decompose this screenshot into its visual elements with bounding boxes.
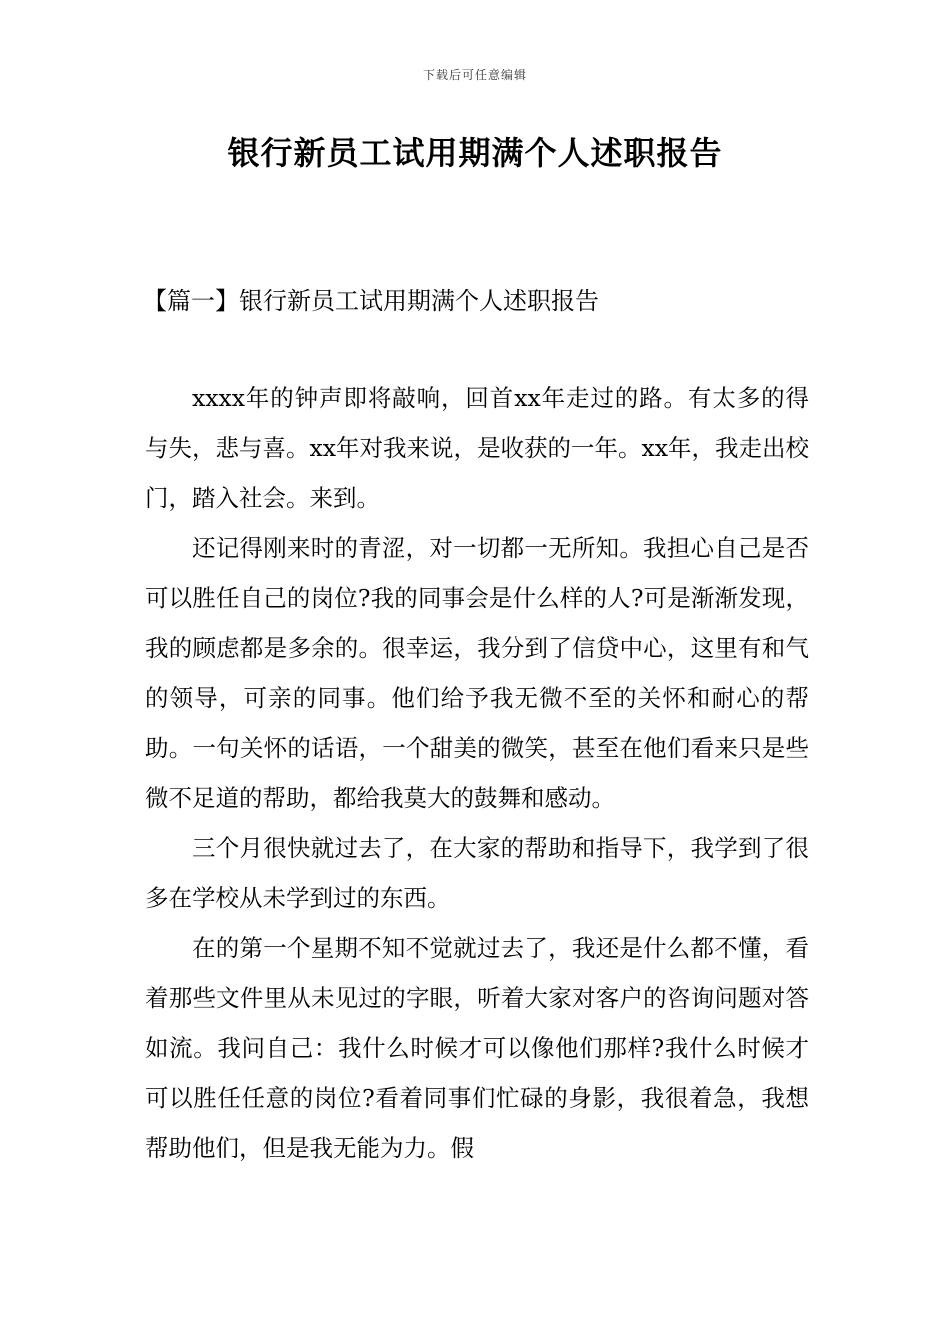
paragraph: 三个月很快就过去了，在大家的帮助和指导下，我学到了很多在学校从未学到过的东西。 (145, 834, 809, 912)
document-title: 银行新员工试用期满个人述职报告 (227, 134, 723, 172)
header-note: 下载后可任意编辑 (422, 68, 527, 82)
paragraph: 在的第一个星期不知不觉就过去了，我还是什么都不懂，看着那些文件里从未见过的字眼，听着大家对客户的咨询问题对答如流。我问自己：我什么时候才可以像他们那样?我什么时候才可以胜任任意的岗位?看着同事们忙碌的身影，我很着急，我想帮助他们，但是我无能为力。假 (145, 934, 809, 1162)
paragraph: 还记得刚来时的青涩，对一切都一无所知。我担心自己是否可以胜任自己的岗位?我的同事会是什么样的人?可是渐渐发现，我的顾虑都是多余的。很幸运，我分到了信贷中心，这里有和气的领导，可亲的同事。他们给予我无微不至的关怀和耐心的帮助。一句关怀的话语，一个甜美的微笑，甚至在他们看来只是些微不足道的帮助，都给我莫大的鼓舞和感动。 (145, 534, 809, 812)
body-text (145, 373, 809, 1173)
section-heading: 【篇一】银行新员工试用期满个人述职报告 (143, 287, 599, 315)
paragraph: xxxx年的钟声即将敲响，回首xx年走过的路。有太多的得与失，悲与喜。xx年对我来说，是收获的一年。xx年，我走出校门，踏入社会。来到。 (145, 384, 810, 512)
